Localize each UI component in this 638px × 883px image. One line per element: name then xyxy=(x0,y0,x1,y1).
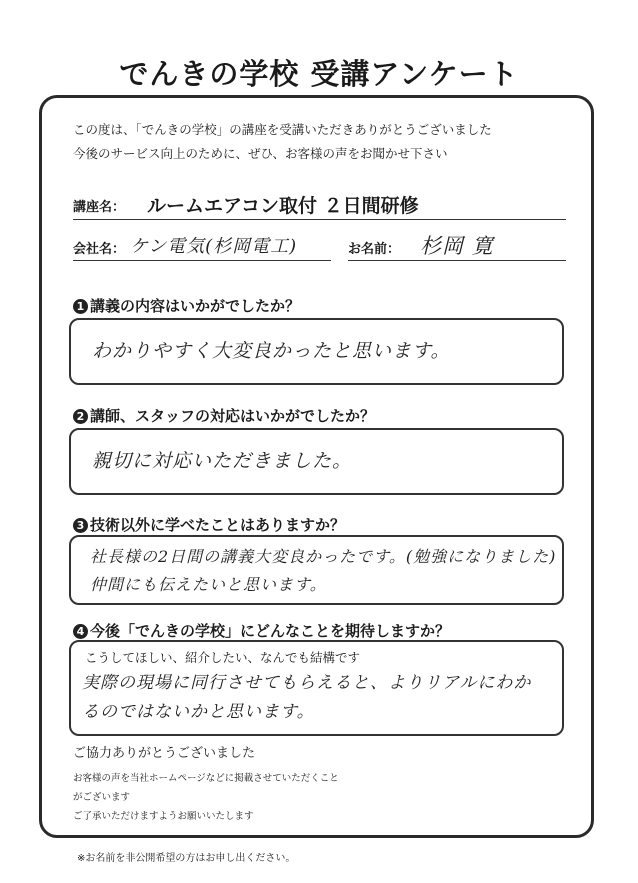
company-field[interactable]: ケン電気(杉岡電工) xyxy=(130,236,298,257)
intro-line-2: 今後のサービス向上のために、ぜひ、お客様の声をお聞かせ下さい xyxy=(73,146,448,161)
answer-2-line-1: 親切に対応いただきました。 xyxy=(92,450,353,472)
question-number-2: 2 xyxy=(73,409,88,424)
question-2 xyxy=(73,405,375,426)
question-1-text: 講義の内容はいかがでしたか？ xyxy=(90,297,301,315)
answer-1-line-1: わかりやすく大変良かったと思います。 xyxy=(92,340,451,362)
course-label: 講座名： xyxy=(73,200,126,215)
course-value: ルームエアコン取付 ２日間研修 xyxy=(147,195,419,217)
answer-4-line-2: るのではないかと思います。 xyxy=(82,702,315,722)
question-number-1: 1 xyxy=(73,299,88,314)
name-field[interactable]: 杉岡 寛 xyxy=(420,234,494,258)
page-title: でんきの学校 受講アンケート xyxy=(119,57,519,91)
company-underline xyxy=(73,260,331,261)
answer-3-line-1: 社長様の2日間の講義大変良かったです。(勉強になりました) xyxy=(90,547,557,566)
thanks-message: ご協力ありがとうございました xyxy=(73,746,256,761)
company-label: 会社名： xyxy=(73,242,126,257)
answer-4-hint: こうしてほしい、紹介したい、なんでも結構です xyxy=(85,650,361,665)
question-4-text: 今後「でんきの学校」にどんなことを期待しますか？ xyxy=(90,622,451,640)
question-3 xyxy=(73,514,345,535)
question-number-3: 3 xyxy=(73,518,88,533)
footer-note: ※お名前を非公開希望の方はお申し出ください。 xyxy=(77,853,296,864)
name-label: お名前： xyxy=(348,242,401,257)
note-line-1: お客様の声を当社ホームページなどに掲載させていただくこと xyxy=(73,773,339,784)
answer-3-line-2: 仲間にも伝えたいと思います。 xyxy=(90,575,327,594)
question-1 xyxy=(73,295,300,316)
question-number-4: 4 xyxy=(73,624,88,639)
answer-4-line-1: 実際の現場に同行させてもらえると、よりリアルにわか xyxy=(82,673,532,693)
note-line-2: がございます xyxy=(73,792,131,803)
name-underline xyxy=(348,260,566,261)
question-2-text: 講師、スタッフの対応はいかがでしたか？ xyxy=(90,407,376,425)
intro-line-1: この度は、「でんきの学校」の講座を受講いただきありがとうございました xyxy=(73,122,492,137)
course-underline xyxy=(73,219,566,220)
note-line-3: ご了承いただけますようお願いいたします xyxy=(73,811,254,822)
question-4 xyxy=(73,620,450,641)
question-3-text: 技術以外に学べたことはありますか？ xyxy=(90,516,346,534)
